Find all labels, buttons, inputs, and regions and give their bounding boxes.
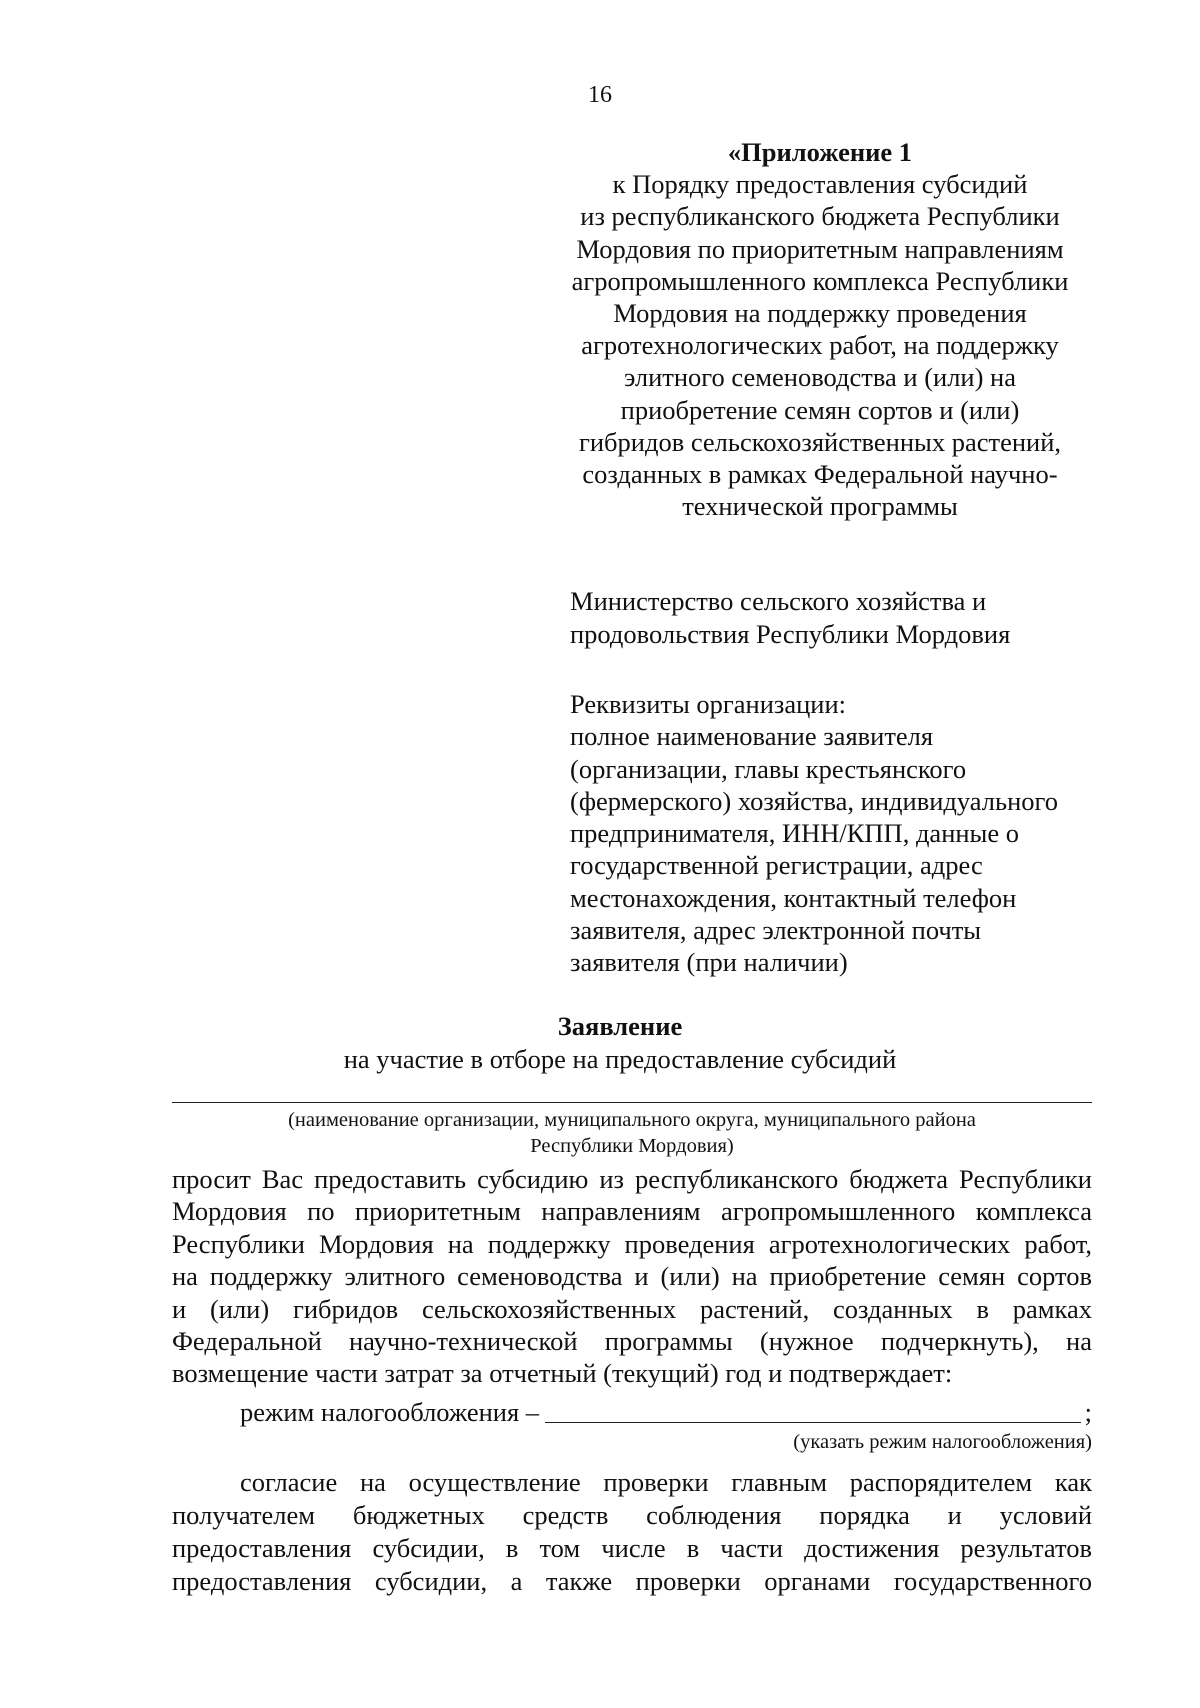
caption-line: Республики Мордовия) <box>530 1135 734 1157</box>
appendix-line: гибридов сельскохозяйственных растений, <box>579 426 1061 457</box>
statement-body <box>172 1163 1092 1390</box>
requisites-line: предпринимателя, ИНН/КПП, данные о <box>570 818 1019 849</box>
caption-line: (наименование организации, муниципального округа, муниципального района <box>288 1109 976 1131</box>
requisites-line: (фермерского) хозяйства, индивидуального <box>570 785 1058 816</box>
requisites-line: местонахождения, контактный телефон <box>570 882 1017 913</box>
organization-name-line[interactable] <box>172 1102 1092 1103</box>
tax-regime-label: режим налогообложения – <box>240 1397 540 1427</box>
tax-regime-line[interactable] <box>545 1421 1081 1423</box>
consent-line: предоставления субсидии, в том числе в части достижения результатов <box>172 1533 1092 1563</box>
page-number: 16 <box>588 82 612 108</box>
body-line: и (или) гибридов сельскохозяйственных растений, созданных в рамках <box>172 1293 1092 1324</box>
requisites-line: заявителя (при наличии) <box>570 947 848 978</box>
appendix-header <box>540 136 1100 522</box>
consent-line: согласие на осуществление проверки главным распорядителем как <box>240 1467 1092 1497</box>
body-line: просит Вас предоставить субсидию из республиканского бюджета Республики <box>172 1164 1092 1194</box>
appendix-line: Мордовия по приоритетным направлениям <box>576 233 1064 264</box>
body-line: Федеральной научно-технической программы (нужное подчеркнуть), на <box>172 1326 1092 1357</box>
appendix-title: «Приложение 1 <box>727 137 913 167</box>
organization-name-caption <box>172 1107 1092 1159</box>
appendix-line: агротехнологических работ, на поддержку <box>581 330 1059 361</box>
requisites-line: (организации, главы крестьянского <box>570 753 967 784</box>
requisites-line: государственной регистрации, адрес <box>570 850 983 881</box>
appendix-line: агропромышленного комплекса Республики <box>571 265 1069 296</box>
recipient-block <box>570 585 1130 651</box>
tax-regime-row <box>240 1396 1092 1428</box>
appendix-line: из республиканского бюджета Республики <box>580 201 1060 232</box>
appendix-line: технической программы <box>682 491 958 522</box>
tax-regime-caption: (указать режим налогообложения) <box>793 1431 1092 1453</box>
appendix-line: Мордовия на поддержку проведения <box>613 298 1027 329</box>
tax-regime-end: ; <box>1084 1397 1092 1427</box>
consent-line: получателем бюджетных средств соблюдения порядка и условий <box>172 1500 1092 1530</box>
recipient-line: Министерство сельского хозяйства и <box>570 586 987 616</box>
requisites-line: Реквизиты организации: <box>570 689 847 719</box>
appendix-line: к Порядку предоставления субсидий <box>612 169 1028 200</box>
appendix-line: приобретение семян сортов и (или) <box>620 394 1020 425</box>
appendix-line: элитного семеноводства и (или) на <box>623 362 1016 393</box>
consent-body <box>172 1466 1092 1598</box>
requisites-line: заявителя, адрес электронной почты <box>570 915 982 946</box>
statement-subtitle: на участие в отборе на предоставление субсидий <box>343 1044 897 1074</box>
recipient-line: продовольствия Республики Мордовия <box>570 619 1011 649</box>
statement-title: Заявление <box>557 1011 683 1041</box>
consent-line: предоставления субсидии, а также проверки органами государственного <box>172 1566 1092 1596</box>
requisites-block <box>570 688 1130 979</box>
body-line: Республики Мордовия на поддержку проведения агротехнологических работ, <box>172 1228 1092 1259</box>
body-line: на поддержку элитного семеноводства и (или) на приобретение семян сортов <box>172 1261 1092 1292</box>
requisites-line: полное наименование заявителя <box>570 721 934 752</box>
body-line: Мордовия по приоритетным направлениям агропромышленного комплекса <box>172 1196 1092 1227</box>
appendix-line: созданных в рамках Федеральной научно- <box>582 459 1058 490</box>
body-line: возмещение части затрат за отчетный (текущий) год и подтверждает: <box>172 1358 953 1389</box>
